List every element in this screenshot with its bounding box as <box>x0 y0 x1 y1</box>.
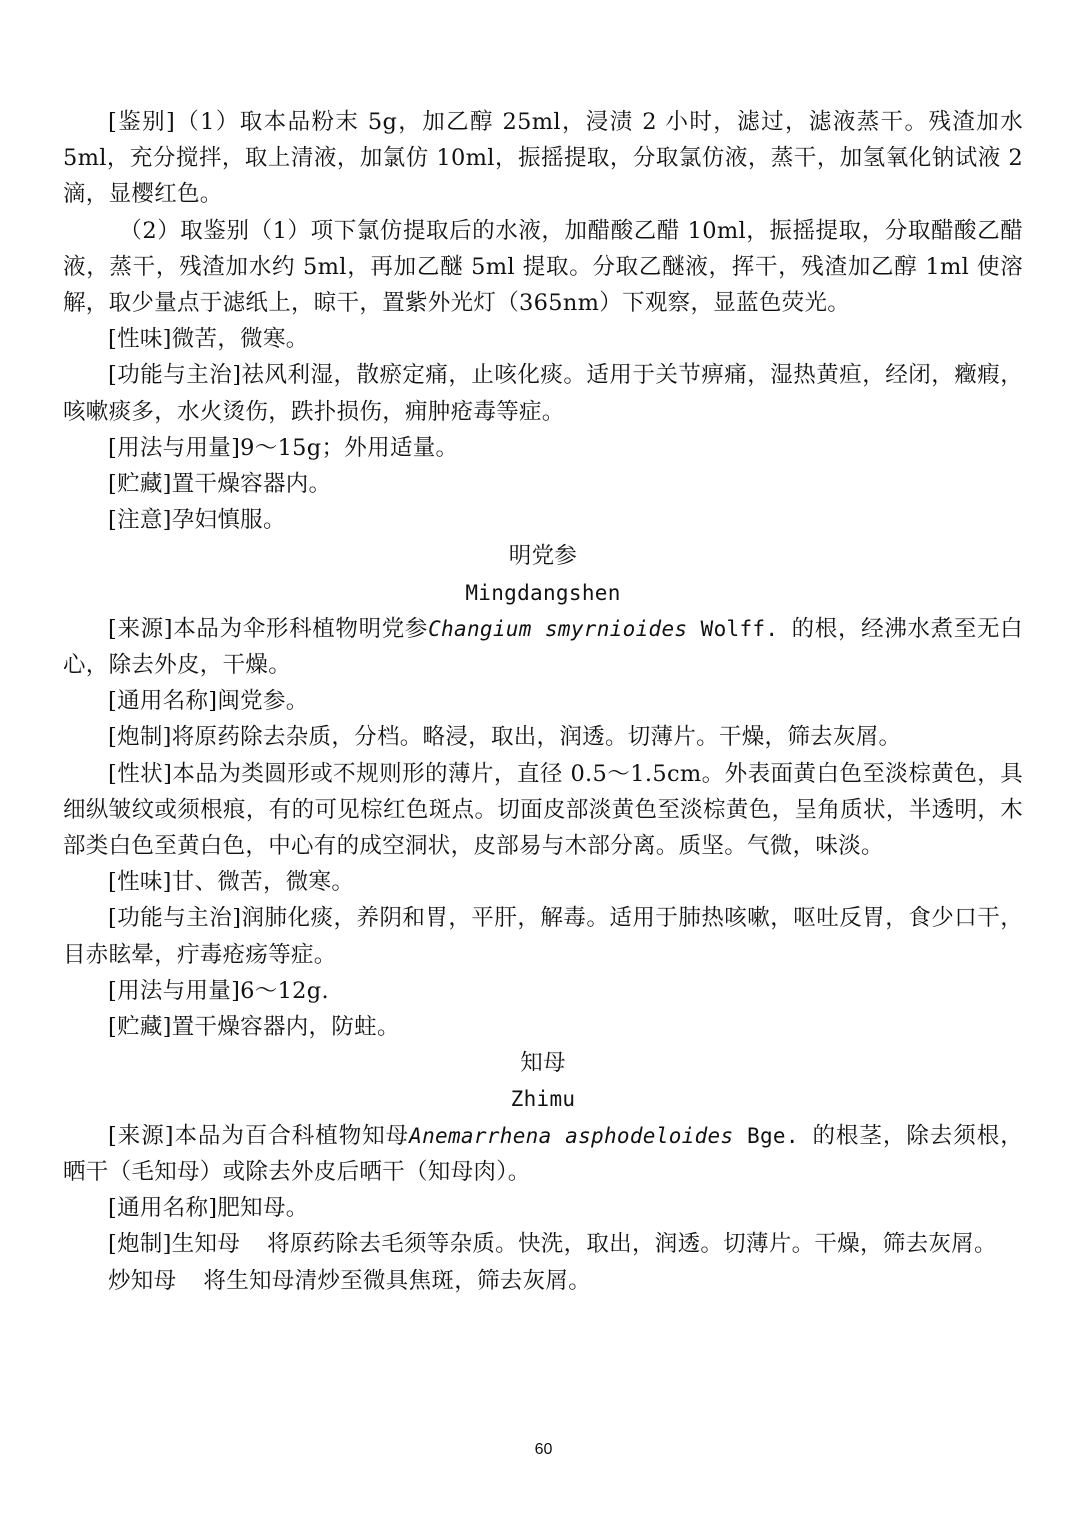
latin-author-text: Wolff. <box>700 616 779 641</box>
paragraph-property-taste: [性味]微苦，微寒。 <box>108 326 309 353</box>
paragraph-function-indication: [功能与主治]祛风利湿，散瘀定痛，止咳化痰。适用于关节痹痛，湿热黄疸，经闭，癥瘕，咳嗽痰多，水火烫伤，跌扑损伤，痈肿疮毒等症。 <box>63 362 1023 425</box>
paragraph-property-taste-mingdangshen: [性味]甘、微苦，微寒。 <box>108 869 355 896</box>
paragraph-usage-dosage-mingdangshen: [用法与用量]6～12g. <box>108 977 329 1004</box>
paragraph-identification-2: （2）取鉴别（1）项下氯仿提取后的水液，加醋酸乙醋 10ml，振摇提取，分取醋酸乙醋液，蒸干，残渣加水约 5ml，再加乙醚 5ml 提取。分取乙醚液，挥干，残渣加乙醇 1ml 使溶解，取少量点于滤纸上，晾干，置紫外光灯（365nm）下观察，显蓝色荧光。 <box>63 217 1023 317</box>
latin-species-name: Changium smyrnioides <box>428 616 688 641</box>
paragraph-processing-mingdangshen: [炮制]将原药除去杂质，分档。略浸，取出，润透。切薄片。干燥，筛去灰屑。 <box>108 724 902 751</box>
paragraph-storage-mingdangshen: [贮藏]置干燥容器内，防蛀。 <box>108 1014 400 1041</box>
paragraph-processing-zhimu <box>63 1226 1023 1262</box>
paragraph-usage-dosage: [用法与用量]9～15g；外用适量。 <box>108 434 459 461</box>
paragraph-identification-1: [鉴别]（1）取本品粉末 5g，加乙醇 25ml，浸渍 2 小时，滤过，滤液蒸干。残渣加水 5ml，充分搅拌，取上清液，加氯仿 10ml，振摇提取，分取氯仿液，蒸干，加氢氧化钠试液 2 滴，显樱红色。 <box>63 109 1023 208</box>
source-text-before: [来源]本品为百合科植物知母 <box>108 1122 410 1149</box>
paragraph-source-zhimu <box>63 1118 1023 1190</box>
paragraph-function-indication-mingdangshen: [功能与主治]润肺化痰，养阴和胃，平肝，解毒。适用于肺热咳嗽，呕吐反胃，食少口干，目赤眩晕，疔毒疮疡等症。 <box>63 905 1023 968</box>
source-text-after: 的根茎，除去须根，晒干（毛知母）或除去外皮后晒干（知母肉）。 <box>63 1122 1024 1185</box>
paragraph-caution: [注意]孕妇慎服。 <box>108 507 286 534</box>
paragraph-description-mingdangshen: [性状]本品为类圆形或不规则形的薄片，直径 0.5～1.5cm。外表面黄白色至淡棕黄色，具细纵皱纹或须根痕，有的可见棕红色斑点。切面皮部淡黄色至淡棕黄色，呈角质状，半透明，木部类白色至黄白色，中心有的成空洞状，皮部易与木部分离。质坚。气微，味淡。 <box>63 760 1023 860</box>
source-text-after: 的根，经沸水煮至无白心，除去外皮，干燥。 <box>63 615 1023 679</box>
source-text-before: [来源]本品为伞形科植物明党参 <box>108 615 429 642</box>
paragraph-processing-zhimu-2 <box>63 1263 1023 1299</box>
processing-label: [炮制]生知母 <box>108 1231 241 1258</box>
latin-author <box>733 1124 812 1148</box>
paragraph-source-mingdangshen <box>63 611 1023 683</box>
processing-text: 将生知母清炒至微具焦斑，筛去灰屑。 <box>203 1267 592 1294</box>
page-number: 60 <box>534 1441 553 1458</box>
latin-species-name: Anemarrhena asphodeloides <box>409 1123 734 1148</box>
processing-text: 将原药除去毛须等杂质。快洗，取出，润透。切薄片。干燥，筛去灰屑。 <box>267 1231 997 1258</box>
latin-author <box>687 617 791 641</box>
section-title-zhimu: 知母 <box>520 1050 566 1077</box>
paragraph-common-name-zhimu: [通用名称]肥知母。 <box>108 1195 309 1222</box>
section-romanized-mingdangshen: Mingdangshen <box>465 580 621 605</box>
processing-label: 炒知母 <box>108 1267 177 1294</box>
page-content <box>63 104 1023 1299</box>
paragraph-common-name-mingdangshen: [通用名称]闽党参。 <box>108 688 309 715</box>
section-title-mingdangshen: 明党参 <box>508 543 578 570</box>
paragraph-storage: [贮藏]置干燥容器内。 <box>108 471 332 498</box>
latin-author-text: Bge. <box>747 1123 799 1148</box>
section-romanized-zhimu: Zhimu <box>510 1087 576 1112</box>
